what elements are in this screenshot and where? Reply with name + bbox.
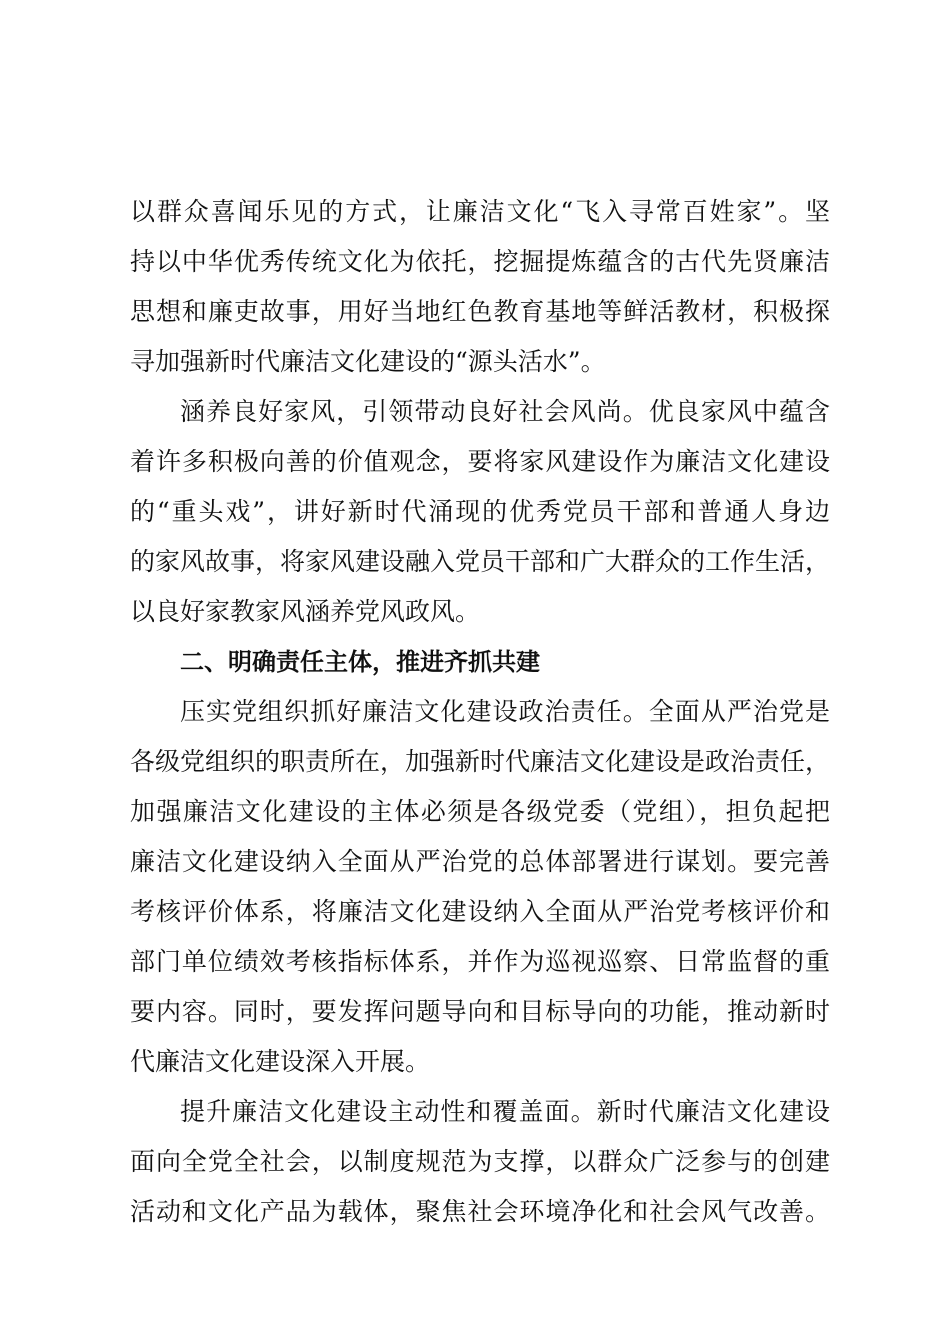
- section-heading: 二、明确责任主体，推进齐抓共建: [180, 648, 540, 676]
- paragraph-line: 的家风故事，将家风建设融入党员干部和广大群众的工作生活，: [130, 547, 831, 576]
- paragraph-line: 寻加强新时代廉洁文化建设的“源头活水”。: [130, 347, 606, 376]
- paragraph-line: 要内容。同时，要发挥问题导向和目标导向的功能，推动新时: [130, 997, 830, 1026]
- paragraph-line: 廉洁文化建设纳入全面从严治党的总体部署进行谋划。要完善: [130, 847, 830, 876]
- paragraph-line: 着许多积极向善的价值观念，要将家风建设作为廉洁文化建设: [130, 447, 830, 476]
- paragraph-line: 活动和文化产品为载体，聚焦社会环境净化和社会风气改善。: [130, 1197, 830, 1226]
- paragraph-culture-into-homes: [130, 187, 830, 387]
- paragraph-line: 压实党组织抓好廉洁文化建设政治责任。全面从严治党是: [180, 697, 830, 726]
- paragraph-line: 的“重头戏”，讲好新时代涌现的优秀党员干部和普通人身边: [130, 497, 830, 526]
- paragraph-line: 涵养良好家风，引领带动良好社会风尚。优良家风中蕴含: [180, 397, 830, 426]
- paragraph-line: 持以中华优秀传统文化为依托，挖掘提炼蕴含的古代先贤廉洁: [130, 247, 830, 276]
- paragraph-line: 面向全党全社会，以制度规范为支撑，以群众广泛参与的创建: [130, 1147, 830, 1176]
- paragraph-line: 各级党组织的职责所在，加强新时代廉洁文化建设是政治责任，: [130, 747, 831, 776]
- paragraph-line: 提升廉洁文化建设主动性和覆盖面。新时代廉洁文化建设: [180, 1097, 830, 1126]
- paragraph-line: 以群众喜闻乐见的方式，让廉洁文化“飞入寻常百姓家”。坚: [130, 197, 830, 226]
- document-body: [130, 187, 830, 1237]
- paragraph-line: 代廉洁文化建设深入开展。: [130, 1047, 431, 1076]
- paragraph-line: 以良好家教家风涵养党风政风。: [130, 597, 481, 626]
- paragraph-line: 部门单位绩效考核指标体系，并作为巡视巡察、日常监督的重: [130, 947, 830, 976]
- paragraph-line: 加强廉洁文化建设的主体必须是各级党委（党组），担负起把: [130, 797, 830, 826]
- paragraph-line: 思想和廉吏故事，用好当地红色教育基地等鲜活教材，积极探: [130, 297, 830, 326]
- paragraph-party-responsibility: [130, 687, 830, 1087]
- paragraph-family-style: [130, 387, 830, 637]
- paragraph-coverage: [130, 1087, 830, 1237]
- paragraph-line: 考核评价体系，将廉洁文化建设纳入全面从严治党考核评价和: [130, 897, 830, 926]
